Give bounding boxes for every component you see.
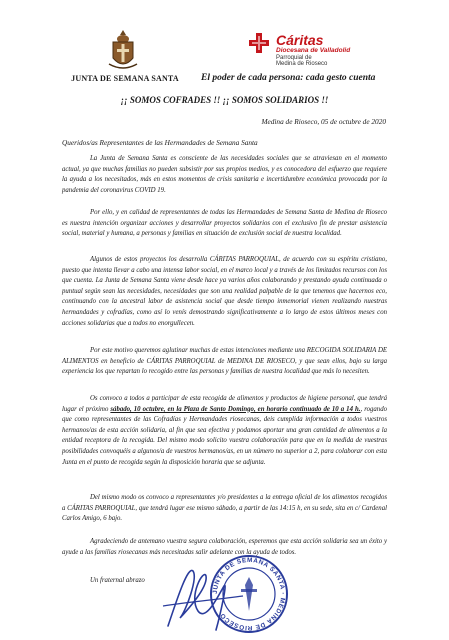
paragraph-5 [62,394,387,468]
caritas-parish-line1: Parroquial de [276,55,312,61]
letter-date: Medina de Rioseco, 05 de octubre de 2020 [261,117,386,126]
paragraph-4: Por este motivo queremos aglutinar muchas de estas intenciones mediante una RECOGIDA SOLIDARIA DE ALIMENTOS en beneficio de CÁRITAS PARROQUIAL de MEDINA DE RIOSECO, y que sean ellos, bajo su larga experiencia los que repartan lo recogido entre las personas y familias de nuestra localidad que más lo necesiten. [62,347,387,376]
greeting: Queridos/as Representantes de las Hermandades de Semana Santa [62,138,258,147]
slogan: El poder de cada persona: cada gesto cuenta [201,73,376,83]
paragraph-2: Por ello, y en calidad de representantes de todas las Hermandades de Semana Santa de Medina de Rioseco es nuestra intención organizar acciones y desarrollar proyectos solidarios con el exclusivo fin de prestar asistencia social, material y humana, a personas y familias en situación de exclusión social de nuestra localidad. [62,209,387,238]
caritas-diocese: Diocesana de Valladolid [276,47,351,54]
paragraph-5-rest: , rogando que como representantes de las Cofradías y Hermandades riosecanas, deis cumplida información a todos vuestros hermanos/as de esta acción solidaria, al fin que sea efectiva y podamos aportar una gran cantidad de alimentos a la entidad receptora de la recogida. Del mismo modo solicito vuestra colaboración para que en la medida de vuestras posibilidades convoquéis a algunos/a de vuestros hermanos/as, en un número no superior a 2, para colaborar con esta Junta en el punto de recogida según la disposición horaria que se adjunta. [62,405,388,466]
junta-name: JUNTA DE SEMANA SANTA [71,74,179,83]
caritas-cross-icon [249,33,269,53]
caritas-parish-line2: Medina de Rioseco [276,61,328,67]
paragraph-1: La Junta de Semana Santa es consciente de las necesidades sociales que se atraviesan en el momento actual, ya que muchas familias no pueden subsistir por sus propios medios, y es conocedora del esfuerzo que requiere la ayuda a los necesitados, más en estos momentos de crisis sanitaria e incertidumbre económica provocada por la pandemia del coronavirus COVID 19. [62,155,387,194]
paragraph-7: Agradeciendo de antemano vuestra segura colaboración, esperemos que esta acción solidaria sea un éxito y ayude a las familias riosecanas más necesitadas salir adelante con la ayuda de todos. [62,538,387,556]
paragraph-5-intro: Os convoco a todos a participar de esta recogida de alimentos y productos de higiene personal, que tendrá lugar el próximo [62,395,387,413]
paragraph-3: Algunos de estos proyectos los desarrolla CÁRITAS PARROQUIAL, de acuerdo con su espíritu cristiano, puesto que intenta llevar a cabo una intensa labor social, en el marco local y a través de los limitados recursos con los que cuenta. La Junta de Semana Santa viene desde hace ya varios años colaborando y prestando ayuda continuada o puntual según sean las necesidades, necesidades que son una realidad palpable de la que tenemos que hacernos eco, continuando con la ancestral labor de asistencia social que desde tiempo inmemorial vienen realizando nuestras hermandades y cofradías, como así lo venís demostrando significativamente a lo largo de estos últimos meses con acciones solidarias que a todos no enorgullecen. [62,256,387,327]
caritas-name: Cáritas [276,32,324,48]
closing: Un fraternal abrazo [90,577,145,584]
svg-text:JUNTA DE SEMANA SANTA · MEDINA: JUNTA DE SEMANA SANTA · MEDINA DE RIOSECO [211,556,287,632]
official-stamp [208,553,290,635]
junta-crest-logo [107,28,139,74]
headline: ¡¡ SOMOS COFRADES !! ¡¡ SOMOS SOLIDARIOS !! [120,95,329,105]
paragraph-6: Del mismo modo os convoco a representantes y/o presidentes a la entrega oficial de los alimentos recogidos a CÁRITAS PARROQUIAL, que tendrá lugar ese mismo sábado, a partir de las 14:15 h, en su sede, sita en c/ Cardenal Carlos Amigo, 6 bajo. [62,494,387,523]
event-date-location: sábado, 10 octubre, en la Plaza de Santo Domingo, en horario continuado de 10 a 14 h. [110,405,361,413]
